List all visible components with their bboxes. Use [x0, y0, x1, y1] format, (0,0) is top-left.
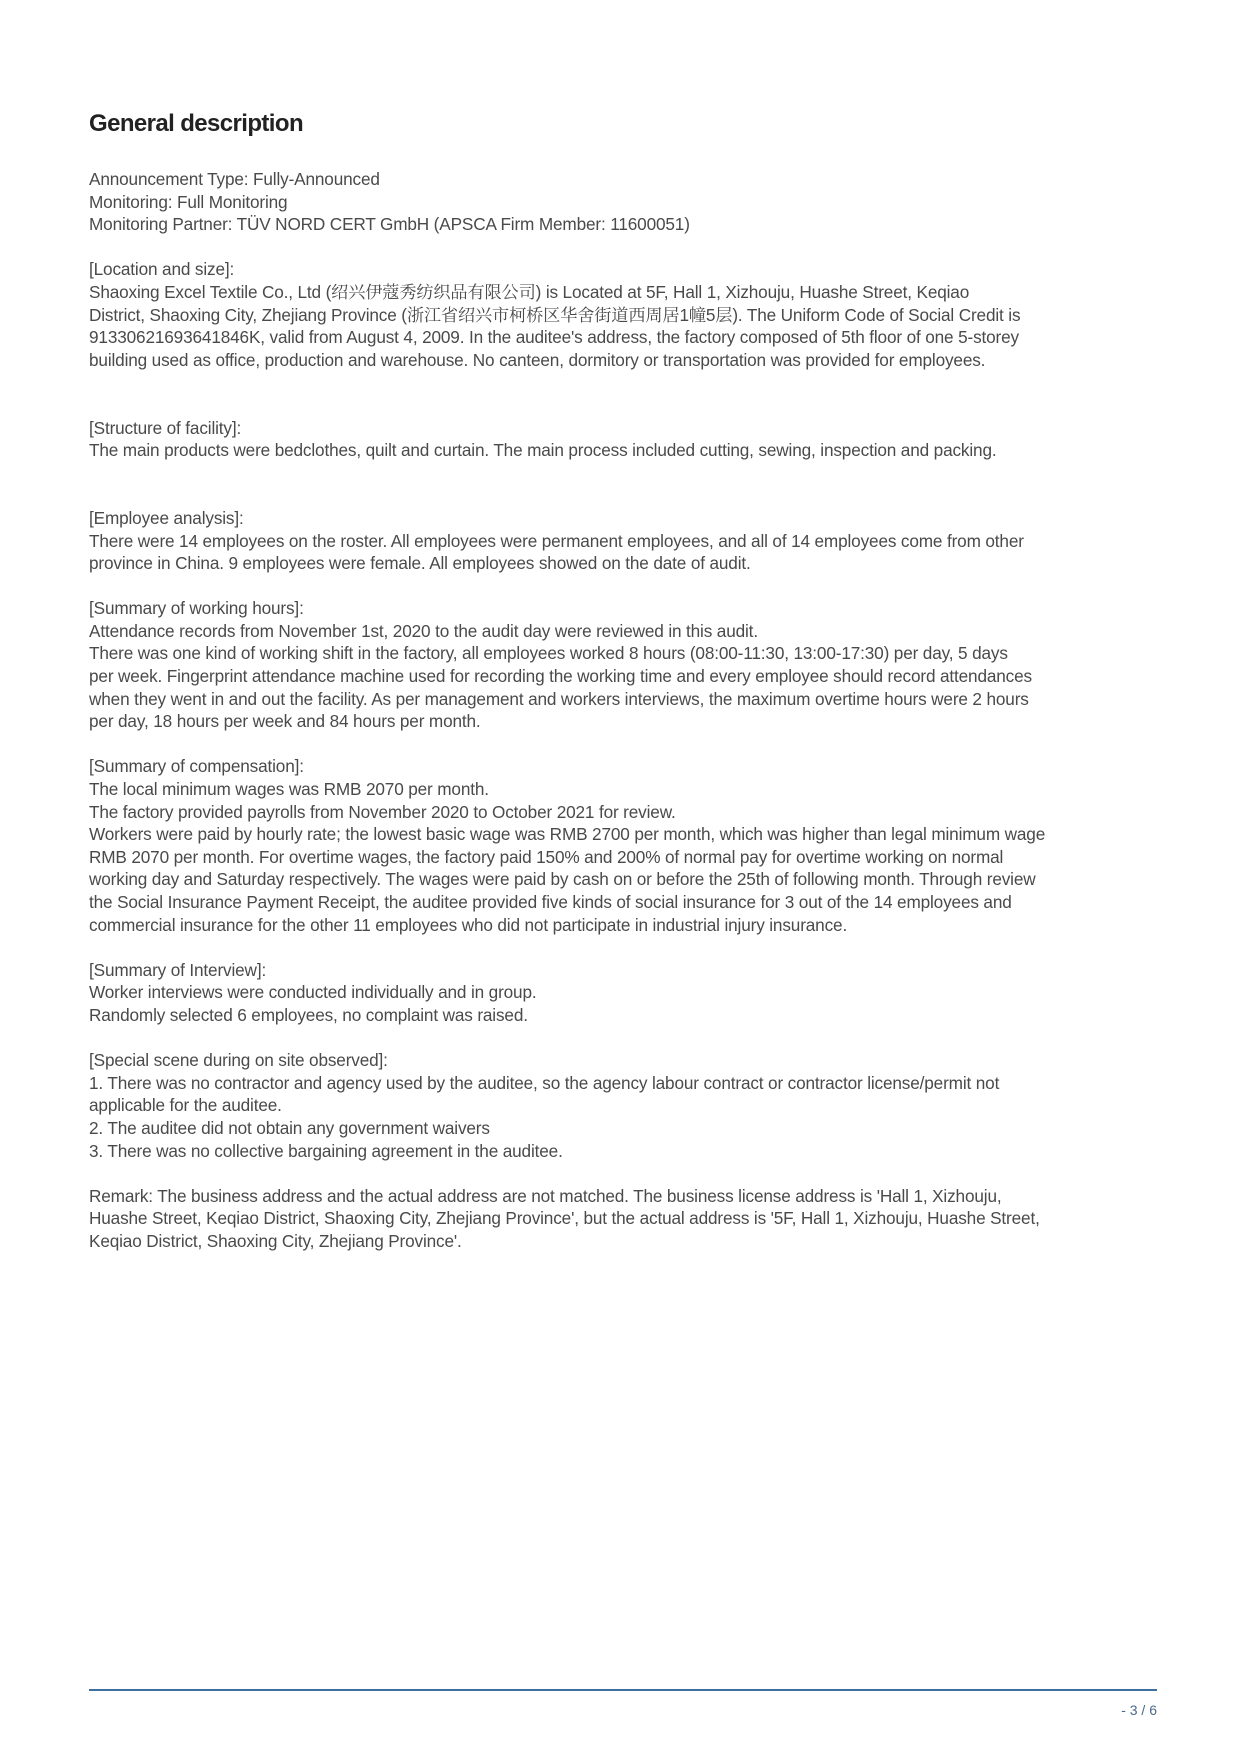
text-line: commercial insurance for the other 11 employees who did not participate in industrial injury insurance. — [89, 914, 848, 935]
text-line: Shaoxing Excel Textile Co., Ltd (绍兴伊蔻秀纺织品有限公司) is Located at 5F, Hall 1, Xizhouju, Huashe Street, Keqiao — [89, 281, 970, 302]
blank-line — [89, 462, 1157, 485]
text-line: Worker interviews were conducted individually and in group. — [89, 982, 537, 1003]
text-line: Workers were paid by hourly rate; the lowest basic wage was RMB 2700 per month, which was higher than legal minimum wage — [89, 824, 1046, 845]
text-line: 3. There was no collective bargaining agreement in the auditee. — [89, 1140, 563, 1161]
text-line: Monitoring Partner: TÜV NORD CERT GmbH (APSCA Firm Member: 11600051) — [89, 214, 690, 235]
text-line: the Social Insurance Payment Receipt, the auditee provided five kinds of social insurance for 3 out of the 14 employees and — [89, 892, 1012, 912]
text-line: There was one kind of working shift in the factory, all employees worked 8 hours (08:00-11:30, 13:00-17:30) per day, 5 days — [89, 643, 1008, 664]
text-line: province in China. 9 employees were female. All employees showed on the date of audit. — [89, 553, 751, 574]
text-line: 2. The auditee did not obtain any government waivers — [89, 1117, 490, 1138]
text-line: The main products were bedclothes, quilt and curtain. The main process included cutting, sewing, inspection and packing. — [89, 440, 997, 461]
text-line: The factory provided payrolls from November 2020 to October 2021 for review. — [89, 801, 676, 822]
section-heading: [Summary of compensation]: — [89, 756, 304, 777]
text-line: There were 14 employees on the roster. All employees were permanent employees, and all of 14 employees come from other — [89, 530, 1024, 551]
description-body — [89, 168, 1157, 1253]
text-line: applicable for the auditee. — [89, 1095, 282, 1116]
text-line: Announcement Type: Fully-Announced — [89, 169, 380, 189]
blank-line — [89, 733, 1157, 756]
section-heading: [Summary of working hours]: — [89, 598, 304, 619]
text-line: building used as office, production and warehouse. No canteen, dormitory or transportation was provided for employees. — [89, 349, 986, 370]
footer-divider — [89, 1689, 1157, 1691]
text-line: per day, 18 hours per week and 84 hours per month. — [89, 711, 481, 732]
text-line: District, Shaoxing City, Zhejiang Province (浙江省绍兴市柯桥区华舍街道西周居1幢5层). The Uniform Code of Social Credit is — [89, 304, 1021, 325]
page-number: - 3 / 6 — [1121, 1702, 1157, 1718]
blank-line — [89, 1027, 1157, 1050]
blank-line — [89, 575, 1157, 598]
blank-line — [89, 1162, 1157, 1185]
section-title: General description — [89, 110, 303, 137]
section-heading: [Location and size]: — [89, 259, 235, 280]
section-heading: [Structure of facility]: — [89, 417, 242, 438]
text-line: 1. There was no contractor and agency used by the auditee, so the agency labour contract or contractor license/permit not — [89, 1072, 1000, 1093]
section-heading: [Employee analysis]: — [89, 507, 244, 528]
text-line: Attendance records from November 1st, 2020 to the audit day were reviewed in this audit. — [89, 620, 758, 641]
blank-line — [89, 936, 1157, 959]
blank-line — [89, 484, 1157, 507]
text-line: The local minimum wages was RMB 2070 per month. — [89, 779, 489, 800]
document-page — [89, 104, 1157, 1253]
text-line: Monitoring: Full Monitoring — [89, 191, 288, 212]
section-heading: [Special scene during on site observed]: — [89, 1050, 388, 1071]
text-line: Randomly selected 6 employees, no complaint was raised. — [89, 1004, 528, 1025]
text-line: RMB 2070 per month. For overtime wages, the factory paid 150% and 200% of normal pay for overtime working on normal — [89, 846, 1004, 867]
text-line: Huashe Street, Keqiao District, Shaoxing City, Zhejiang Province', but the actual address is '5F, Hall 1, Xizhouju, Huashe Street, — [89, 1208, 1040, 1229]
blank-line — [89, 236, 1157, 259]
text-line: Keqiao District, Shaoxing City, Zhejiang Province'. — [89, 1230, 462, 1251]
text-line: 91330621693641846K, valid from August 4, 2009. In the auditee's address, the factory composed of 5th floor of one 5-storey — [89, 327, 1019, 348]
section-heading: [Summary of Interview]: — [89, 959, 267, 980]
text-line: Remark: The business address and the actual address are not matched. The business license address is 'Hall 1, Xizhouju, — [89, 1185, 1002, 1206]
blank-line — [89, 371, 1157, 394]
text-line: working day and Saturday respectively. The wages were paid by cash on or before the 25th of following month. Through review — [89, 869, 1036, 890]
blank-line — [89, 394, 1157, 417]
text-line: per week. Fingerprint attendance machine used for recording the working time and every employee should record attendances — [89, 666, 1032, 687]
text-line: when they went in and out the facility. As per management and workers interviews, the maximum overtime hours were 2 hours — [89, 688, 1029, 709]
